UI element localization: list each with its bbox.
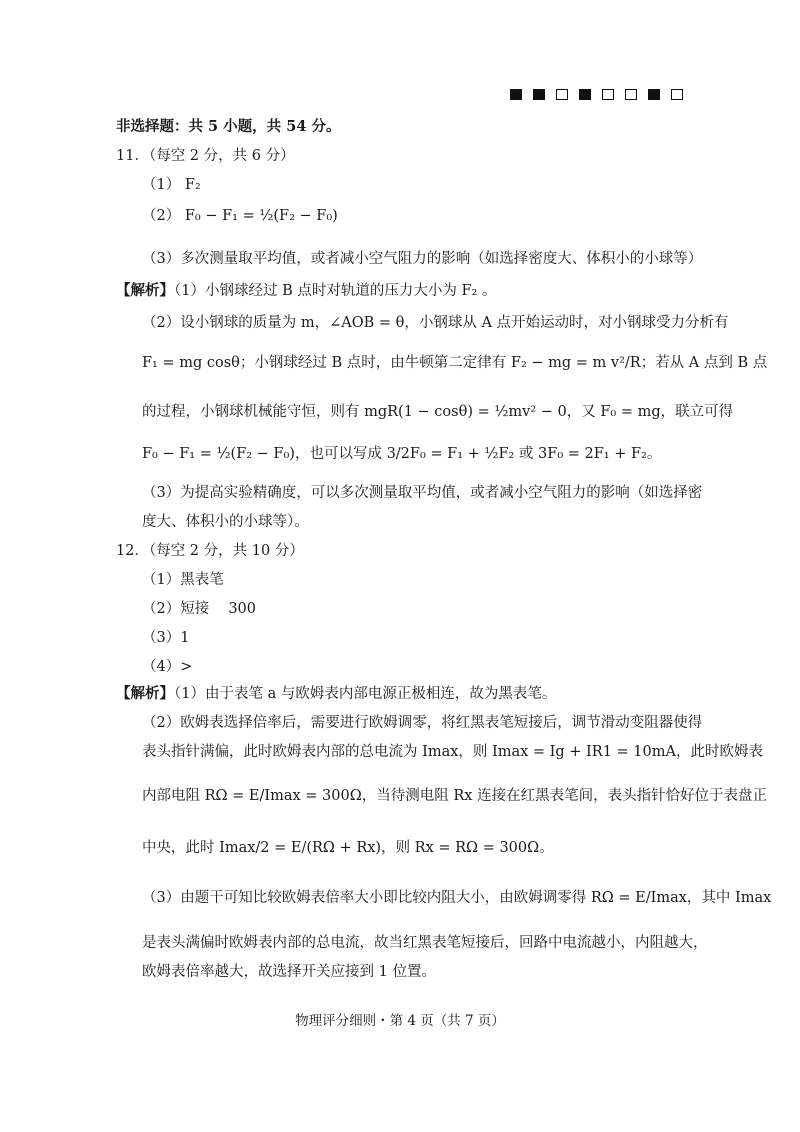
q12-answer-4: （4）> <box>142 659 193 675</box>
q11-points: （每空 2 分，共 6 分） <box>148 148 295 164</box>
section-title: 非选择题：共 5 小题，共 54 分。 <box>116 118 341 135</box>
marker-square <box>602 89 614 100</box>
q12-analysis-2a: （2）欧姆表选择倍率后，需要进行欧姆调零，将红黑表笔短接后，调节滑动变阻器使得 <box>142 715 703 731</box>
marker-square <box>556 89 568 100</box>
q11-answer-1 <box>142 175 201 195</box>
q11-answer-1-label: （1） <box>142 177 181 193</box>
page-footer: 物理评分细则・第 4 页（共 7 页） <box>295 1013 505 1029</box>
q12-analysis-1-text: （1）由于表笔 a 与欧姆表内部电源正极相连，故为黑表笔。 <box>174 686 557 702</box>
q11-answer-1-value: F₂ <box>184 177 201 193</box>
q12-points: （每空 2 分，共 10 分） <box>148 543 304 559</box>
marker-square <box>510 89 522 100</box>
q12-header <box>116 541 304 561</box>
q11-analysis-1 <box>116 281 496 301</box>
q11-analysis-2b: F₁ = mg cosθ；小钢球经过 B 点时，由牛顿第二定律有 F₂ − mg = m v²/R；若从 A 点到 B 点 <box>142 355 768 371</box>
q11-number: 11． <box>116 148 149 164</box>
analysis-tag: 【解析】 <box>116 282 174 299</box>
q11-analysis-2d: F₀ − F₁ = ½(F₂ − F₀)，也可以写成 3/2F₀ = F₁ + ½F₂ 或 3F₀ = 2F₁ + F₂。 <box>142 446 662 462</box>
q12-analysis-2b: 表头指针满偏，此时欧姆表内部的总电流为 Imax，则 Imax = Ig + IR1 = 10mA，此时欧姆表 <box>142 744 763 760</box>
analysis-tag: 【解析】 <box>116 685 174 702</box>
q12-analysis-3a: （3）由题干可知比较欧姆表倍率大小即比较内阻大小，由欧姆调零得 RΩ = E/Imax，其中 Imax <box>142 890 772 906</box>
q12-analysis-3c: 欧姆表倍率越大，故选择开关应接到 1 位置。 <box>142 964 436 980</box>
q11-analysis-3a: （3）为提高实验精确度，可以多次测量取平均值，或者减小空气阻力的影响（如选择密 <box>142 485 703 501</box>
q12-analysis-1 <box>116 684 556 704</box>
q11-header <box>116 146 295 166</box>
q11-analysis-2a: （2）设小钢球的质量为 m，∠AOB = θ，小钢球从 A 点开始运动时，对小钢球受力分析有 <box>142 315 729 331</box>
q11-answer-2-value: F₀ − F₁ = ½(F₂ − F₀) <box>184 208 338 224</box>
q12-analysis-3b: 是表头满偏时欧姆表内部的总电流，故当红黑表笔短接后，回路中电流越小，内阻越大， <box>142 935 708 951</box>
marker-square <box>648 89 660 100</box>
q11-analysis-2c: 的过程，小钢球机械能守恒，则有 mgR(1 − cosθ) = ½mv² − 0，又 F₀ = mg，联立可得 <box>142 404 734 420</box>
q11-analysis-3b: 度大、体积小的小球等）。 <box>142 514 309 530</box>
q11-answer-2 <box>142 206 338 226</box>
q11-analysis-1-text: （1）小钢球经过 B 点时对轨道的压力大小为 F₂ 。 <box>174 283 497 299</box>
q12-answer-3: （3）1 <box>142 630 190 646</box>
q11-answer-2-label: （2） <box>142 208 181 224</box>
q12-number: 12． <box>116 543 149 559</box>
q12-analysis-2c: 内部电阻 RΩ = E/Imax = 300Ω，当待测电阻 Rx 连接在红黑表笔间，表头指针恰好位于表盘正 <box>142 788 768 804</box>
marker-square <box>533 89 545 100</box>
q12-answer-2: （2）短接 300 <box>142 601 257 617</box>
q12-answer-1: （1）黑表笔 <box>142 572 224 588</box>
marker-square <box>579 89 591 100</box>
marker-square <box>625 89 637 100</box>
q12-analysis-2d: 中央，此时 Imax/2 = E/(RΩ + Rx)，则 Rx = RΩ = 300Ω。 <box>142 840 554 856</box>
marker-square <box>671 89 683 100</box>
q11-answer-3: （3）多次测量取平均值，或者减小空气阻力的影响（如选择密度大、体积小的小球等） <box>142 251 703 267</box>
